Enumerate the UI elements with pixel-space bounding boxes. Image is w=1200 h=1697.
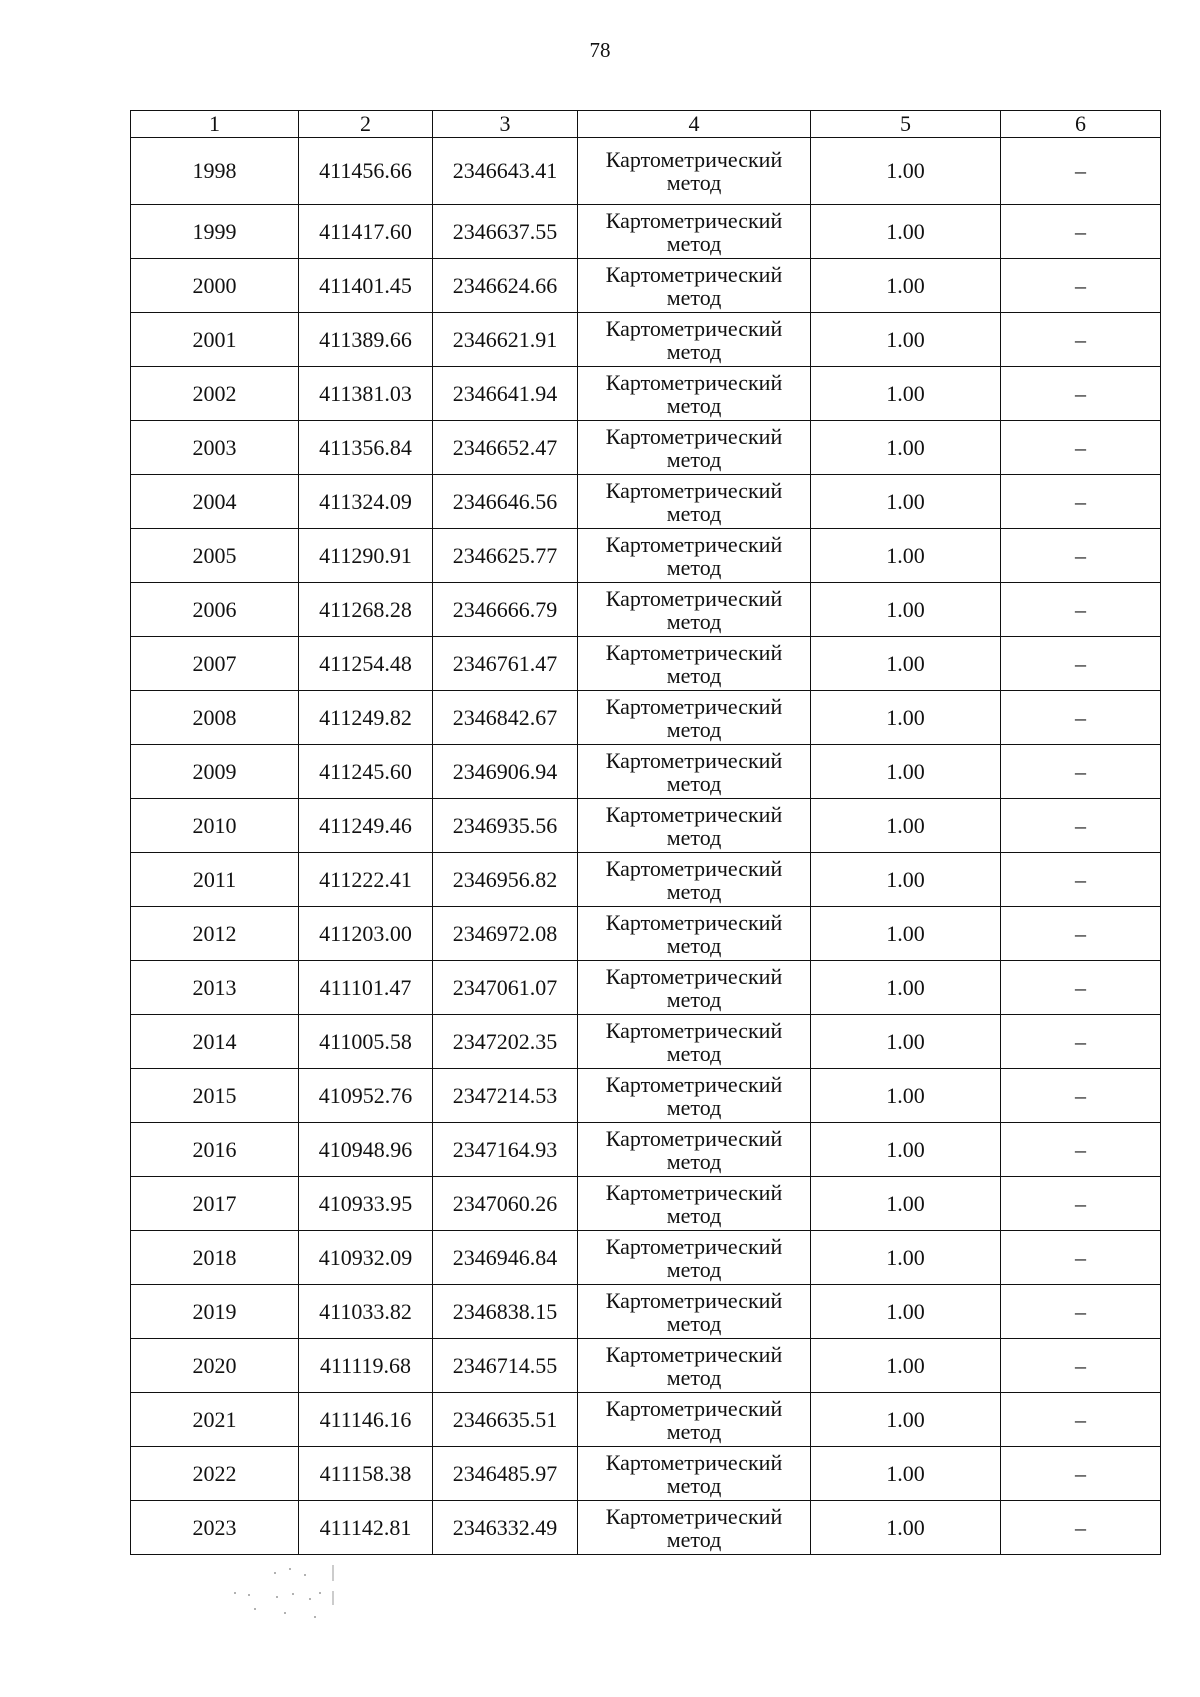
method-line-2: метод (666, 608, 722, 634)
method-cell (578, 853, 811, 907)
method-cell (578, 205, 811, 259)
method-cell (578, 961, 811, 1015)
method-cell (578, 1015, 811, 1069)
x-coordinate-cell: 411203.00 (299, 907, 433, 961)
point-number-cell: 2012 (131, 907, 299, 961)
note-cell: – (1001, 799, 1161, 853)
table-row (131, 1069, 1161, 1123)
method-line-2: метод (666, 1202, 722, 1228)
method-line-1: Картометрический (605, 639, 783, 665)
method-cell (578, 1501, 811, 1555)
x-coordinate-cell: 411401.45 (299, 259, 433, 313)
method-line-1: Картометрический (605, 261, 783, 287)
x-coordinate-cell: 411381.03 (299, 367, 433, 421)
y-coordinate-cell: 2346972.08 (433, 907, 578, 961)
table-header-row (131, 111, 1161, 138)
table-row (131, 853, 1161, 907)
method-cell (578, 1123, 811, 1177)
table-row (131, 313, 1161, 367)
method-cell (578, 1231, 811, 1285)
method-line-2: метод (666, 1310, 722, 1336)
method-line-1: Картометрический (605, 315, 783, 341)
method-cell (578, 259, 811, 313)
method-line-1: Картометрический (605, 585, 783, 611)
point-number-cell: 1999 (131, 205, 299, 259)
x-coordinate-cell: 411101.47 (299, 961, 433, 1015)
y-coordinate-cell: 2346956.82 (433, 853, 578, 907)
accuracy-cell: 1.00 (811, 1501, 1001, 1555)
table-row (131, 907, 1161, 961)
y-coordinate-cell: 2346838.15 (433, 1285, 578, 1339)
method-line-1: Картометрический (605, 1341, 783, 1367)
note-cell: – (1001, 1339, 1161, 1393)
accuracy-cell: 1.00 (811, 1447, 1001, 1501)
column-header-2: 2 (299, 111, 433, 138)
accuracy-cell: 1.00 (811, 691, 1001, 745)
point-number-cell: 2014 (131, 1015, 299, 1069)
method-cell (578, 421, 811, 475)
note-cell: – (1001, 1393, 1161, 1447)
table-row (131, 529, 1161, 583)
y-coordinate-cell: 2346935.56 (433, 799, 578, 853)
table-row (131, 475, 1161, 529)
point-number-cell: 2022 (131, 1447, 299, 1501)
method-cell (578, 637, 811, 691)
y-coordinate-cell: 2347202.35 (433, 1015, 578, 1069)
table-row (131, 1447, 1161, 1501)
point-number-cell: 2005 (131, 529, 299, 583)
point-number-cell: 2018 (131, 1231, 299, 1285)
y-coordinate-cell: 2346641.94 (433, 367, 578, 421)
method-line-2: метод (666, 932, 722, 958)
table-row (131, 367, 1161, 421)
method-line-1: Картометрический (605, 1287, 783, 1313)
note-cell: – (1001, 583, 1161, 637)
point-number-cell: 2002 (131, 367, 299, 421)
accuracy-cell: 1.00 (811, 259, 1001, 313)
method-line-2: метод (666, 662, 722, 688)
accuracy-cell: 1.00 (811, 583, 1001, 637)
point-number-cell: 2013 (131, 961, 299, 1015)
method-line-1: Картометрический (605, 855, 783, 881)
table-body (131, 138, 1161, 1555)
method-line-1: Картометрический (605, 1179, 783, 1205)
x-coordinate-cell: 411005.58 (299, 1015, 433, 1069)
point-number-cell: 2008 (131, 691, 299, 745)
method-cell (578, 799, 811, 853)
x-coordinate-cell: 411356.84 (299, 421, 433, 475)
accuracy-cell: 1.00 (811, 205, 1001, 259)
y-coordinate-cell: 2346635.51 (433, 1393, 578, 1447)
method-line-2: метод (666, 1040, 722, 1066)
x-coordinate-cell: 411249.82 (299, 691, 433, 745)
x-coordinate-cell: 411389.66 (299, 313, 433, 367)
accuracy-cell: 1.00 (811, 138, 1001, 205)
method-line-2: метод (666, 878, 722, 904)
point-number-cell: 2010 (131, 799, 299, 853)
y-coordinate-cell: 2346624.66 (433, 259, 578, 313)
table-row (131, 1015, 1161, 1069)
x-coordinate-cell: 411268.28 (299, 583, 433, 637)
note-cell: – (1001, 691, 1161, 745)
note-cell: – (1001, 138, 1161, 205)
accuracy-cell: 1.00 (811, 1231, 1001, 1285)
column-header-4: 4 (578, 111, 811, 138)
x-coordinate-cell: 410952.76 (299, 1069, 433, 1123)
x-coordinate-cell: 411146.16 (299, 1393, 433, 1447)
x-coordinate-cell: 411254.48 (299, 637, 433, 691)
y-coordinate-cell: 2346946.84 (433, 1231, 578, 1285)
y-coordinate-cell: 2347164.93 (433, 1123, 578, 1177)
y-coordinate-cell: 2346332.49 (433, 1501, 578, 1555)
note-cell: – (1001, 637, 1161, 691)
page-number: 78 (589, 38, 611, 62)
point-number-cell: 2021 (131, 1393, 299, 1447)
point-number-cell: 2016 (131, 1123, 299, 1177)
accuracy-cell: 1.00 (811, 1285, 1001, 1339)
method-cell (578, 1177, 811, 1231)
method-line-1: Картометрический (605, 147, 783, 172)
note-cell: – (1001, 853, 1161, 907)
method-line-1: Картометрический (605, 1395, 783, 1421)
method-line-1: Картометрический (605, 1449, 783, 1475)
method-line-2: метод (666, 770, 722, 796)
method-line-1: Картометрический (605, 1503, 783, 1529)
note-cell: – (1001, 745, 1161, 799)
note-cell: – (1001, 205, 1161, 259)
column-header-5: 5 (811, 111, 1001, 138)
x-coordinate-cell: 411456.66 (299, 138, 433, 205)
method-cell (578, 1339, 811, 1393)
point-number-cell: 2017 (131, 1177, 299, 1231)
x-coordinate-cell: 411249.46 (299, 799, 433, 853)
method-line-1: Картометрический (605, 531, 783, 557)
note-cell: – (1001, 367, 1161, 421)
table-row (131, 1231, 1161, 1285)
column-header-3: 3 (433, 111, 578, 138)
column-header-1: 1 (131, 111, 299, 138)
point-number-cell: 2020 (131, 1339, 299, 1393)
method-line-1: Картометрический (605, 369, 783, 395)
table-row (131, 1339, 1161, 1393)
x-coordinate-cell: 411222.41 (299, 853, 433, 907)
method-line-1: Картометрический (605, 747, 783, 773)
method-cell (578, 583, 811, 637)
method-line-2: метод (666, 446, 722, 472)
accuracy-cell: 1.00 (811, 529, 1001, 583)
y-coordinate-cell: 2347214.53 (433, 1069, 578, 1123)
x-coordinate-cell: 411290.91 (299, 529, 433, 583)
note-cell: – (1001, 529, 1161, 583)
method-line-2: метод (666, 1364, 722, 1390)
method-cell (578, 1069, 811, 1123)
y-coordinate-cell: 2346485.97 (433, 1447, 578, 1501)
y-coordinate-cell: 2347061.07 (433, 961, 578, 1015)
method-cell (578, 1393, 811, 1447)
column-header-6: 6 (1001, 111, 1161, 138)
table-row (131, 421, 1161, 475)
note-cell: – (1001, 1177, 1161, 1231)
method-cell (578, 475, 811, 529)
y-coordinate-cell: 2346643.41 (433, 138, 578, 205)
method-line-2: метод (666, 1526, 722, 1552)
accuracy-cell: 1.00 (811, 1177, 1001, 1231)
point-number-cell: 2004 (131, 475, 299, 529)
x-coordinate-cell: 411324.09 (299, 475, 433, 529)
point-number-cell: 2015 (131, 1069, 299, 1123)
method-cell (578, 691, 811, 745)
note-cell: – (1001, 1285, 1161, 1339)
table-row (131, 259, 1161, 313)
method-line-1: Картометрический (605, 1071, 783, 1097)
method-cell (578, 367, 811, 421)
method-line-1: Картометрический (605, 693, 783, 719)
accuracy-cell: 1.00 (811, 421, 1001, 475)
method-line-2: метод (666, 716, 722, 742)
note-cell: – (1001, 907, 1161, 961)
method-cell (578, 745, 811, 799)
method-line-2: метод (666, 1094, 722, 1120)
method-line-2: метод (666, 1472, 722, 1498)
accuracy-cell: 1.00 (811, 853, 1001, 907)
y-coordinate-cell: 2346646.56 (433, 475, 578, 529)
point-number-cell: 2003 (131, 421, 299, 475)
x-coordinate-cell: 410933.95 (299, 1177, 433, 1231)
note-cell: – (1001, 1069, 1161, 1123)
accuracy-cell: 1.00 (811, 637, 1001, 691)
method-cell (578, 907, 811, 961)
y-coordinate-cell: 2346906.94 (433, 745, 578, 799)
y-coordinate-cell: 2347060.26 (433, 1177, 578, 1231)
x-coordinate-cell: 411033.82 (299, 1285, 433, 1339)
method-line-2: метод (666, 230, 722, 256)
method-line-2: метод (666, 1418, 722, 1444)
method-line-1: Картометрический (605, 1125, 783, 1151)
table-row (131, 1501, 1161, 1555)
table-row (131, 799, 1161, 853)
x-coordinate-cell: 410932.09 (299, 1231, 433, 1285)
x-coordinate-cell: 411417.60 (299, 205, 433, 259)
method-line-2: метод (666, 1256, 722, 1282)
table-row (131, 1177, 1161, 1231)
method-cell (578, 529, 811, 583)
table-row (131, 205, 1161, 259)
table-row (131, 138, 1161, 205)
accuracy-cell: 1.00 (811, 1069, 1001, 1123)
method-cell (578, 313, 811, 367)
y-coordinate-cell: 2346652.47 (433, 421, 578, 475)
accuracy-cell: 1.00 (811, 1015, 1001, 1069)
note-cell: – (1001, 1015, 1161, 1069)
point-number-cell: 2023 (131, 1501, 299, 1555)
coordinates-table (130, 110, 1161, 1555)
method-line-1: Картометрический (605, 1017, 783, 1043)
note-cell: – (1001, 1231, 1161, 1285)
method-line-2: метод (666, 284, 722, 310)
point-number-cell: 1998 (131, 138, 299, 205)
table-row (131, 1285, 1161, 1339)
point-number-cell: 2011 (131, 853, 299, 907)
method-line-2: метод (666, 1148, 722, 1174)
method-line-2: метод (666, 338, 722, 364)
method-line-1: Картометрический (605, 207, 783, 233)
accuracy-cell: 1.00 (811, 475, 1001, 529)
y-coordinate-cell: 2346621.91 (433, 313, 578, 367)
y-coordinate-cell: 2346625.77 (433, 529, 578, 583)
point-number-cell: 2000 (131, 259, 299, 313)
table-row (131, 637, 1161, 691)
point-number-cell: 2006 (131, 583, 299, 637)
accuracy-cell: 1.00 (811, 1339, 1001, 1393)
method-line-2: метод (666, 170, 722, 195)
note-cell: – (1001, 313, 1161, 367)
point-number-cell: 2009 (131, 745, 299, 799)
accuracy-cell: 1.00 (811, 1393, 1001, 1447)
point-number-cell: 2001 (131, 313, 299, 367)
table-row (131, 583, 1161, 637)
method-line-2: метод (666, 500, 722, 526)
point-number-cell: 2019 (131, 1285, 299, 1339)
note-cell: – (1001, 1447, 1161, 1501)
x-coordinate-cell: 411245.60 (299, 745, 433, 799)
y-coordinate-cell: 2346761.47 (433, 637, 578, 691)
method-cell (578, 1447, 811, 1501)
y-coordinate-cell: 2346666.79 (433, 583, 578, 637)
method-line-2: метод (666, 392, 722, 418)
y-coordinate-cell: 2346714.55 (433, 1339, 578, 1393)
table-row (131, 745, 1161, 799)
method-line-1: Картометрический (605, 477, 783, 503)
note-cell: – (1001, 961, 1161, 1015)
x-coordinate-cell: 410948.96 (299, 1123, 433, 1177)
accuracy-cell: 1.00 (811, 907, 1001, 961)
x-coordinate-cell: 411158.38 (299, 1447, 433, 1501)
note-cell: – (1001, 421, 1161, 475)
x-coordinate-cell: 411142.81 (299, 1501, 433, 1555)
method-cell (578, 138, 811, 205)
note-cell: – (1001, 1501, 1161, 1555)
note-cell: – (1001, 259, 1161, 313)
accuracy-cell: 1.00 (811, 313, 1001, 367)
accuracy-cell: 1.00 (811, 961, 1001, 1015)
y-coordinate-cell: 2346842.67 (433, 691, 578, 745)
table-row (131, 1123, 1161, 1177)
table-row (131, 1393, 1161, 1447)
table-row (131, 691, 1161, 745)
accuracy-cell: 1.00 (811, 799, 1001, 853)
scan-noise-marks (215, 1565, 375, 1625)
method-line-2: метод (666, 986, 722, 1012)
method-line-1: Картометрический (605, 423, 783, 449)
accuracy-cell: 1.00 (811, 367, 1001, 421)
y-coordinate-cell: 2346637.55 (433, 205, 578, 259)
method-line-2: метод (666, 824, 722, 850)
method-line-2: метод (666, 554, 722, 580)
accuracy-cell: 1.00 (811, 1123, 1001, 1177)
accuracy-cell: 1.00 (811, 745, 1001, 799)
note-cell: – (1001, 475, 1161, 529)
method-line-1: Картометрический (605, 909, 783, 935)
method-cell (578, 1285, 811, 1339)
note-cell: – (1001, 1123, 1161, 1177)
method-line-1: Картометрический (605, 801, 783, 827)
method-line-1: Картометрический (605, 1233, 783, 1259)
point-number-cell: 2007 (131, 637, 299, 691)
table-row (131, 961, 1161, 1015)
method-line-1: Картометрический (605, 963, 783, 989)
x-coordinate-cell: 411119.68 (299, 1339, 433, 1393)
